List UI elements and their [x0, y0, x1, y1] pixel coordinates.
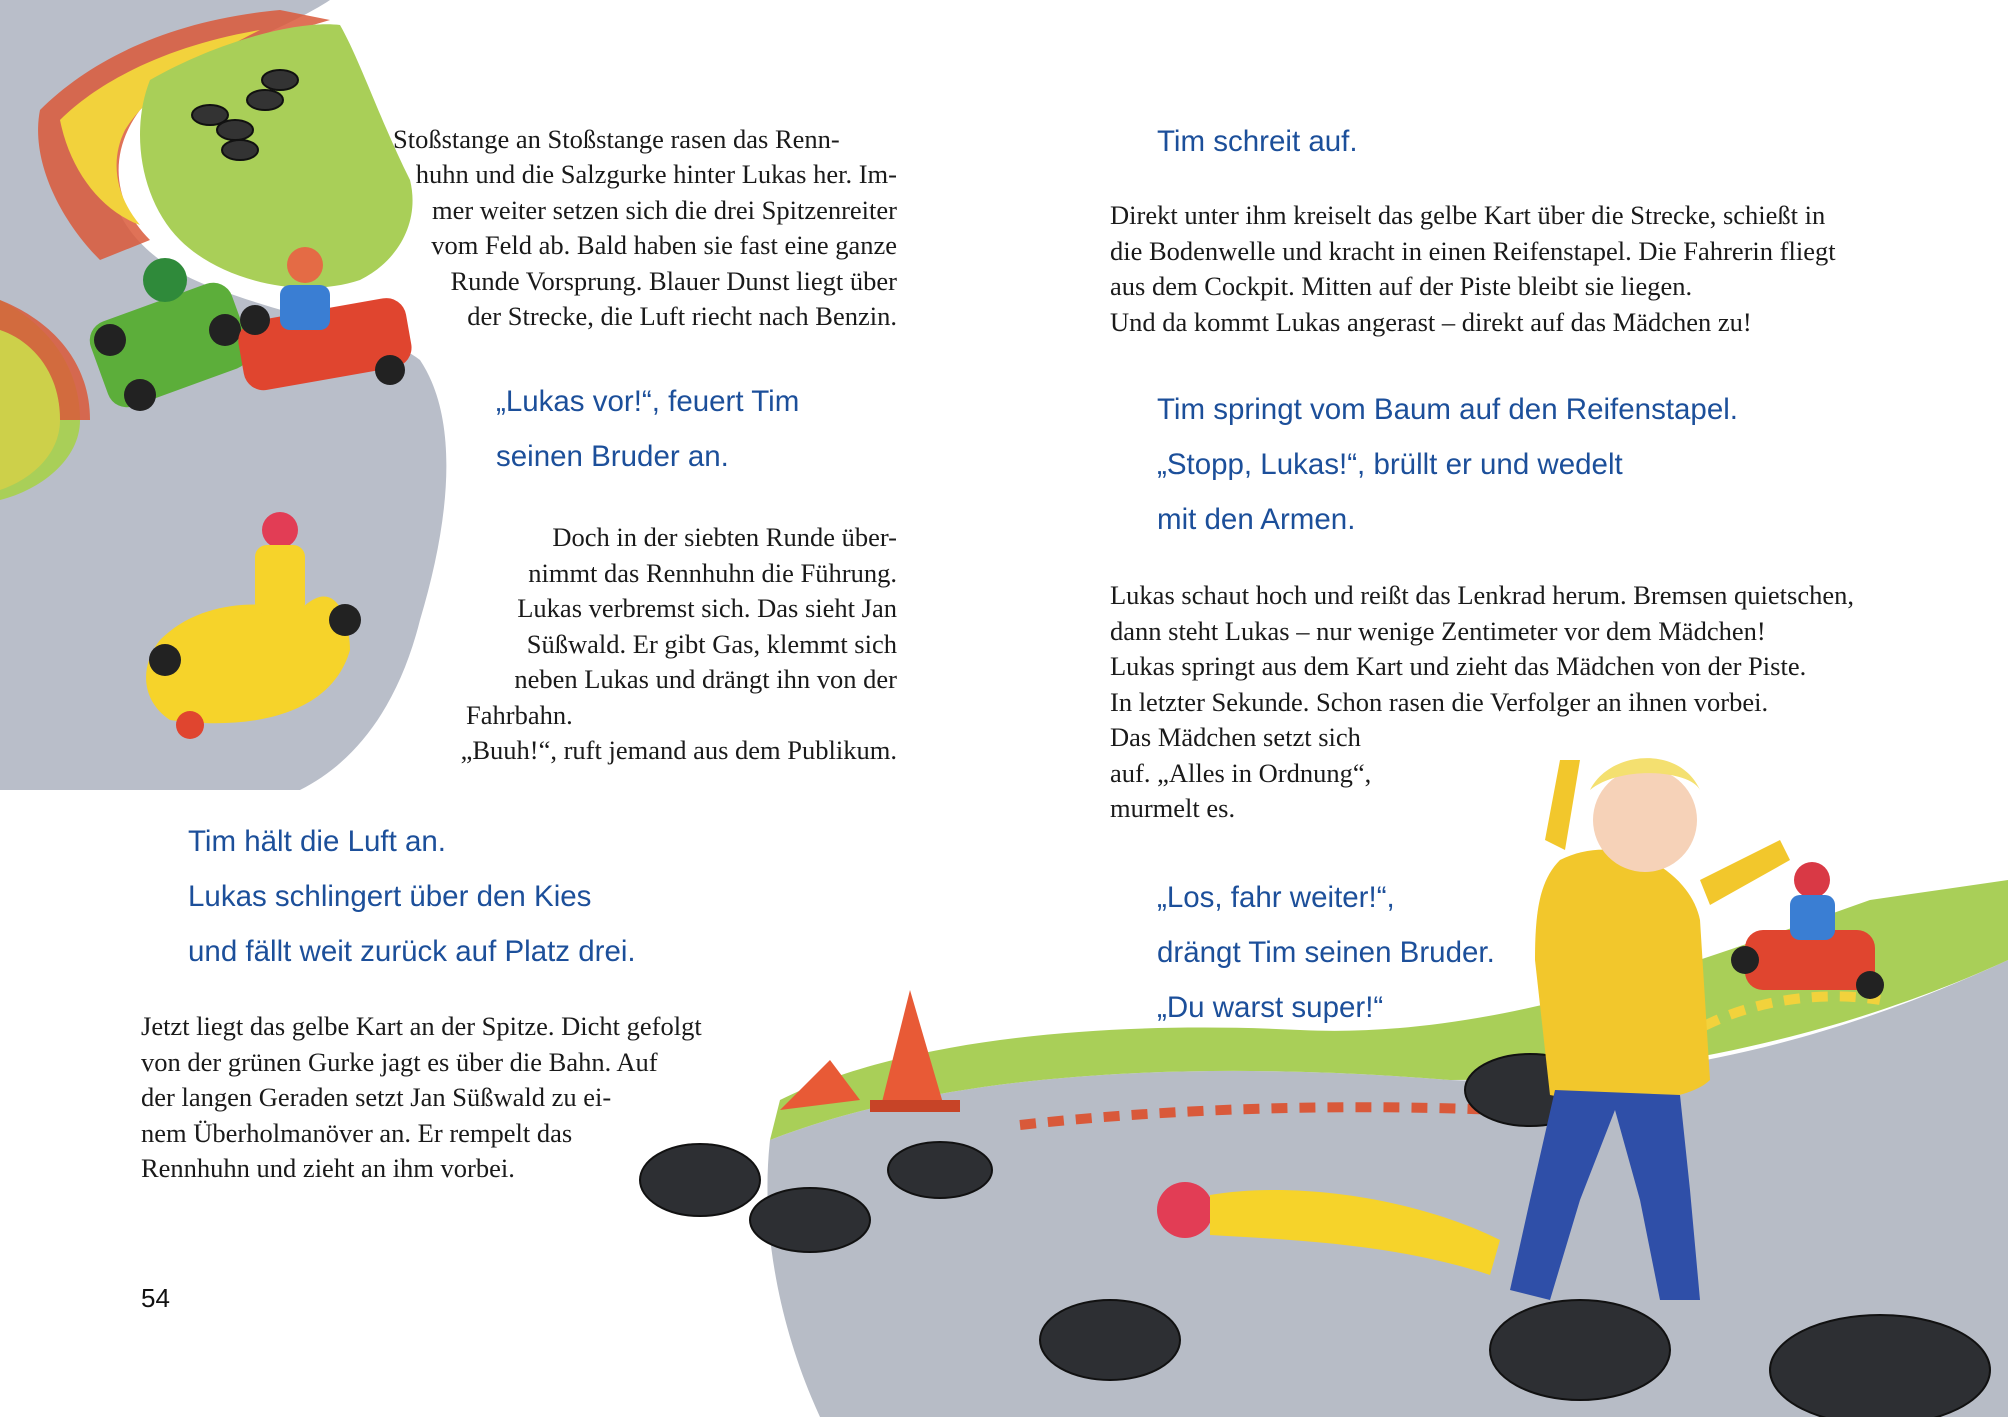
text-line: Lukas schaut hoch und reißt das Lenkrad herum. Bremsen quietschen, [1110, 580, 1854, 610]
callout-line: Lukas schlingert über den Kies [188, 880, 592, 913]
text-line: murmelt es. [1110, 793, 1236, 823]
text-line: Das Mädchen setzt sich [1110, 722, 1361, 752]
left-para-1-rest [380, 157, 897, 335]
text-line: Lukas verbremst sich. Das sieht Jan [517, 593, 897, 623]
text-line: Jetzt liegt das gelbe Kart an der Spitze. Dicht gefolgt [141, 1011, 702, 1041]
page-number: 54 [141, 1283, 170, 1313]
left-callout-2 [188, 814, 636, 979]
text-line: Direkt unter ihm kreiselt das gelbe Kart über die Strecke, schießt in [1110, 200, 1826, 230]
right-callout-2 [1157, 382, 1738, 547]
text-line: Lukas springt aus dem Kart und zieht das Mädchen von der Piste. [1110, 651, 1807, 681]
text-line: der langen Geraden setzt Jan Süßwald zu ei- [141, 1082, 612, 1112]
right-track-illustration [640, 758, 2008, 1417]
callout-line: und fällt weit zurück auf Platz drei. [188, 935, 636, 968]
text-line: auf. „Alles in Ordnung“, [1110, 757, 1372, 788]
text-line: neben Lukas und drängt ihn von der [514, 664, 897, 694]
callout-line: „Stopp, Lukas!“, brüllt er und wedelt [1157, 448, 1623, 481]
left-para-2 [440, 520, 897, 698]
text-line: Doch in der siebten Runde über- [552, 522, 897, 552]
text-line: Fahrbahn. [466, 700, 573, 730]
callout-line: Tim hält die Luft an. [188, 825, 446, 858]
text-line: Runde Vorsprung. Blauer Dunst liegt über [450, 265, 897, 296]
text-line: nem Überholmanöver an. Er rempelt das [141, 1117, 573, 1148]
background-kart-icon [1731, 862, 1884, 999]
callout-line: Tim schreit auf. [1157, 125, 1358, 158]
text-line: die Bodenwelle und kracht in einen Reifenstapel. Die Fahrerin fliegt [1110, 235, 1836, 266]
text-line: „Buuh!“, ruft jemand aus dem Publikum. [460, 735, 897, 765]
left-para-2-quote [440, 733, 897, 769]
text-line: Rennhuhn und zieht an ihm vorbei. [141, 1153, 515, 1183]
text-line: huhn und die Salzgurke hinter Lukas her. Im- [415, 159, 897, 189]
right-callout-3 [1157, 870, 1495, 1035]
text-line: Und da kommt Lukas angerast – direkt auf das Mädchen zu! [1110, 306, 1752, 337]
text-line: vom Feld ab. Bald haben sie fast eine ganze [431, 230, 897, 260]
text-line: aus dem Cockpit. Mitten auf der Piste bleibt sie liegen. [1110, 271, 1693, 301]
callout-line: mit den Armen. [1157, 503, 1356, 536]
left-para-1 [393, 122, 897, 158]
text-line: dann steht Lukas – nur wenige Zentimeter vor dem Mädchen! [1110, 615, 1766, 646]
callout-line: „Du warst super!“ [1157, 991, 1384, 1024]
callout-line: „Lukas vor!“, feuert Tim [496, 385, 800, 418]
text-line: Stoßstange an Stoßstange rasen das Renn- [393, 124, 840, 154]
left-track-illustration [0, 0, 446, 790]
text-line: nimmt das Rennhuhn die Führung. [528, 557, 897, 588]
text-line: der Strecke, die Luft riecht nach Benzin. [467, 301, 897, 331]
text-line: mer weiter setzen sich die drei Spitzenreiter [431, 194, 897, 225]
callout-line: seinen Bruder an. [496, 440, 729, 473]
right-para-1 [1110, 198, 1870, 340]
left-para-3 [141, 1009, 741, 1187]
text-line: In letzter Sekunde. Schon rasen die Verfolger an ihnen vorbei. [1110, 686, 1769, 717]
right-callout-1 [1157, 114, 1358, 169]
callout-line: „Los, fahr weiter!“, [1157, 881, 1395, 914]
text-line: von der grünen Gurke jagt es über die Bahn. Auf [141, 1046, 658, 1077]
callout-line: drängt Tim seinen Bruder. [1157, 936, 1495, 969]
callout-line: Tim springt vom Baum auf den Reifenstapel. [1157, 393, 1738, 426]
left-callout-1 [496, 374, 799, 484]
right-para-2 [1110, 578, 1870, 827]
text-line: Süßwald. Er gibt Gas, klemmt sich [526, 628, 897, 659]
left-para-2-end [466, 698, 897, 734]
